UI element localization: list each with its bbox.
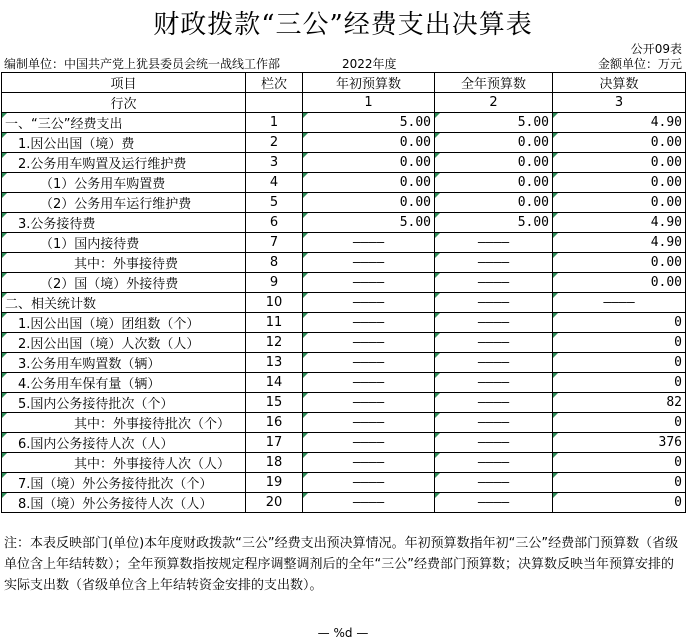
- row-label: （2）国（境）外接待费: [2, 273, 246, 293]
- row-value-c3: 82: [553, 393, 686, 413]
- amount-unit: 金额单位：万元: [597, 57, 682, 71]
- row-value-c1: 0.00: [303, 153, 435, 173]
- row-label: 1.因公出国（境）费: [2, 133, 246, 153]
- row-value-c3: 4.90: [553, 213, 686, 233]
- row-value-c1: ————: [303, 293, 435, 313]
- page-footer: — %d —: [317, 626, 369, 640]
- table-row: [2, 473, 686, 493]
- row-value-c2: ————: [435, 313, 553, 333]
- row-value-c2: ————: [435, 493, 553, 513]
- row-value-c2: 0.00: [435, 173, 553, 193]
- row-number: 14: [246, 373, 303, 393]
- table-row: [2, 393, 686, 413]
- row-value-c2: ————: [435, 433, 553, 453]
- row-label: 2.因公出国（境）人次数（人）: [2, 333, 246, 353]
- table-row: [2, 133, 686, 153]
- row-value-c1: 0.00: [303, 173, 435, 193]
- table-row: [2, 493, 686, 513]
- subheader-c1: 1: [303, 93, 435, 113]
- row-value-c2: 5.00: [435, 113, 553, 133]
- row-number: 18: [246, 453, 303, 473]
- row-value-c3: 0: [553, 453, 686, 473]
- row-number: 7: [246, 233, 303, 253]
- row-value-c2: 0.00: [435, 193, 553, 213]
- subheader-label: 行次: [2, 93, 246, 113]
- row-number: 12: [246, 333, 303, 353]
- row-number: 10: [246, 293, 303, 313]
- row-value-c2: 0.00: [435, 153, 553, 173]
- row-value-c2: ————: [435, 253, 553, 273]
- row-label: 3.公务接待费: [2, 213, 246, 233]
- row-value-c3: ————: [553, 293, 686, 313]
- unit-label: 编制单位：中国共产党上犹县委员会统一战线工作部: [4, 57, 281, 71]
- row-value-c1: ————: [303, 393, 435, 413]
- row-value-c3: 4.90: [553, 113, 686, 133]
- table-row: [2, 113, 686, 133]
- year-label: 2022年度: [342, 57, 397, 71]
- row-label: 2.公务用车购置及运行维护费: [2, 153, 246, 173]
- table-row: [2, 353, 686, 373]
- row-value-c1: 0.00: [303, 133, 435, 153]
- row-value-c3: 0.00: [553, 253, 686, 273]
- row-label: 其中：外事接待批次（个）: [2, 413, 246, 433]
- row-value-c3: 0: [553, 373, 686, 393]
- row-value-c1: ————: [303, 273, 435, 293]
- row-value-c3: 4.90: [553, 233, 686, 253]
- row-value-c1: ————: [303, 253, 435, 273]
- table-row: [2, 333, 686, 353]
- row-value-c1: ————: [303, 473, 435, 493]
- row-value-c2: ————: [435, 293, 553, 313]
- row-number: 9: [246, 273, 303, 293]
- row-label: 3.公务用车购置数（辆）: [2, 353, 246, 373]
- row-value-c1: ————: [303, 493, 435, 513]
- row-label: （1）公务用车购置费: [2, 173, 246, 193]
- subheader-c3: 3: [553, 93, 686, 113]
- row-number: 16: [246, 413, 303, 433]
- row-label: 一、“三公”经费支出: [2, 113, 246, 133]
- row-value-c3: 0: [553, 473, 686, 493]
- row-value-c2: 0.00: [435, 133, 553, 153]
- row-value-c3: 0.00: [553, 133, 686, 153]
- row-value-c2: ————: [435, 453, 553, 473]
- row-value-c1: ————: [303, 373, 435, 393]
- row-value-c1: 0.00: [303, 193, 435, 213]
- row-value-c3: 0.00: [553, 173, 686, 193]
- row-number: 2: [246, 133, 303, 153]
- table-row: [2, 173, 686, 193]
- header-row: [2, 73, 686, 93]
- row-label: 二、相关统计数: [2, 293, 246, 313]
- header-item: 项目: [2, 73, 246, 93]
- row-value-c2: ————: [435, 373, 553, 393]
- row-value-c2: ————: [435, 353, 553, 373]
- table-row: [2, 293, 686, 313]
- row-value-c1: 5.00: [303, 113, 435, 133]
- row-label: 1.因公出国（境）团组数（个）: [2, 313, 246, 333]
- subheader-empty: [246, 93, 303, 113]
- row-value-c3: 0: [553, 333, 686, 353]
- row-value-c1: ————: [303, 333, 435, 353]
- row-label: （1）国内接待费: [2, 233, 246, 253]
- footnote: 注：本表反映部门(单位)本年度财政拨款“三公”经费支出预决算情况。年初预算数指年初“三公”经费部门预算数（省级单位含上年结转数）；全年预算数指按规定程序调整调剂后的全年“三公”经费部门预算数；决算数反映当年预算安排的实际支出数（省级单位含上年结转资金安排的支出数）。: [4, 536, 679, 593]
- subheader-c2: 2: [435, 93, 553, 113]
- header-full-budget: 全年预算数: [435, 73, 553, 93]
- row-number: 4: [246, 173, 303, 193]
- row-value-c1: ————: [303, 413, 435, 433]
- row-value-c3: 0.00: [553, 193, 686, 213]
- row-value-c1: ————: [303, 433, 435, 453]
- table-row: [2, 373, 686, 393]
- table-row: [2, 273, 686, 293]
- row-value-c1: ————: [303, 353, 435, 373]
- subheader-row: [2, 93, 686, 113]
- row-value-c1: ————: [303, 313, 435, 333]
- table-row: [2, 153, 686, 173]
- row-value-c2: ————: [435, 393, 553, 413]
- row-value-c3: 0: [553, 493, 686, 513]
- table-row: [2, 233, 686, 253]
- table-row: [2, 453, 686, 473]
- row-label: 其中：外事接待费: [2, 253, 246, 273]
- row-label: 4.公务用车保有量（辆）: [2, 373, 246, 393]
- header-col-no: 栏次: [246, 73, 303, 93]
- row-value-c1: ————: [303, 233, 435, 253]
- row-value-c3: 0: [553, 313, 686, 333]
- row-label: 6.国内公务接待人次（人）: [2, 433, 246, 453]
- row-label: 7.国（境）外公务接待批次（个）: [2, 473, 246, 493]
- table-row: [2, 413, 686, 433]
- table-row: [2, 213, 686, 233]
- header-budget: 年初预算数: [303, 73, 435, 93]
- row-number: 11: [246, 313, 303, 333]
- row-number: 3: [246, 153, 303, 173]
- header-final: 决算数: [553, 73, 686, 93]
- row-number: 20: [246, 493, 303, 513]
- row-number: 17: [246, 433, 303, 453]
- row-value-c2: ————: [435, 473, 553, 493]
- expense-table: [1, 72, 686, 513]
- row-label: 其中：外事接待人次（人）: [2, 453, 246, 473]
- row-label: 8.国（境）外公务接待人次（人）: [2, 493, 246, 513]
- row-value-c3: 0.00: [553, 153, 686, 173]
- row-value-c3: 0.00: [553, 273, 686, 293]
- table-row: [2, 433, 686, 453]
- table-row: [2, 253, 686, 273]
- row-label: （2）公务用车运行维护费: [2, 193, 246, 213]
- row-value-c2: ————: [435, 413, 553, 433]
- table-code: 公开09表: [630, 42, 682, 56]
- page-title: 财政拨款“三公”经费支出决算表: [153, 10, 533, 40]
- row-value-c2: ————: [435, 273, 553, 293]
- row-value-c3: 376: [553, 433, 686, 453]
- table-row: [2, 193, 686, 213]
- row-value-c2: ————: [435, 333, 553, 353]
- row-label: 5.国内公务接待批次（个）: [2, 393, 246, 413]
- row-value-c3: 0: [553, 353, 686, 373]
- row-value-c2: 5.00: [435, 213, 553, 233]
- row-number: 6: [246, 213, 303, 233]
- row-number: 15: [246, 393, 303, 413]
- row-number: 13: [246, 353, 303, 373]
- row-number: 19: [246, 473, 303, 493]
- row-value-c1: ————: [303, 453, 435, 473]
- row-value-c2: ————: [435, 233, 553, 253]
- row-value-c3: 0: [553, 413, 686, 433]
- table-row: [2, 313, 686, 333]
- row-number: 1: [246, 113, 303, 133]
- row-value-c1: 5.00: [303, 213, 435, 233]
- row-number: 8: [246, 253, 303, 273]
- row-number: 5: [246, 193, 303, 213]
